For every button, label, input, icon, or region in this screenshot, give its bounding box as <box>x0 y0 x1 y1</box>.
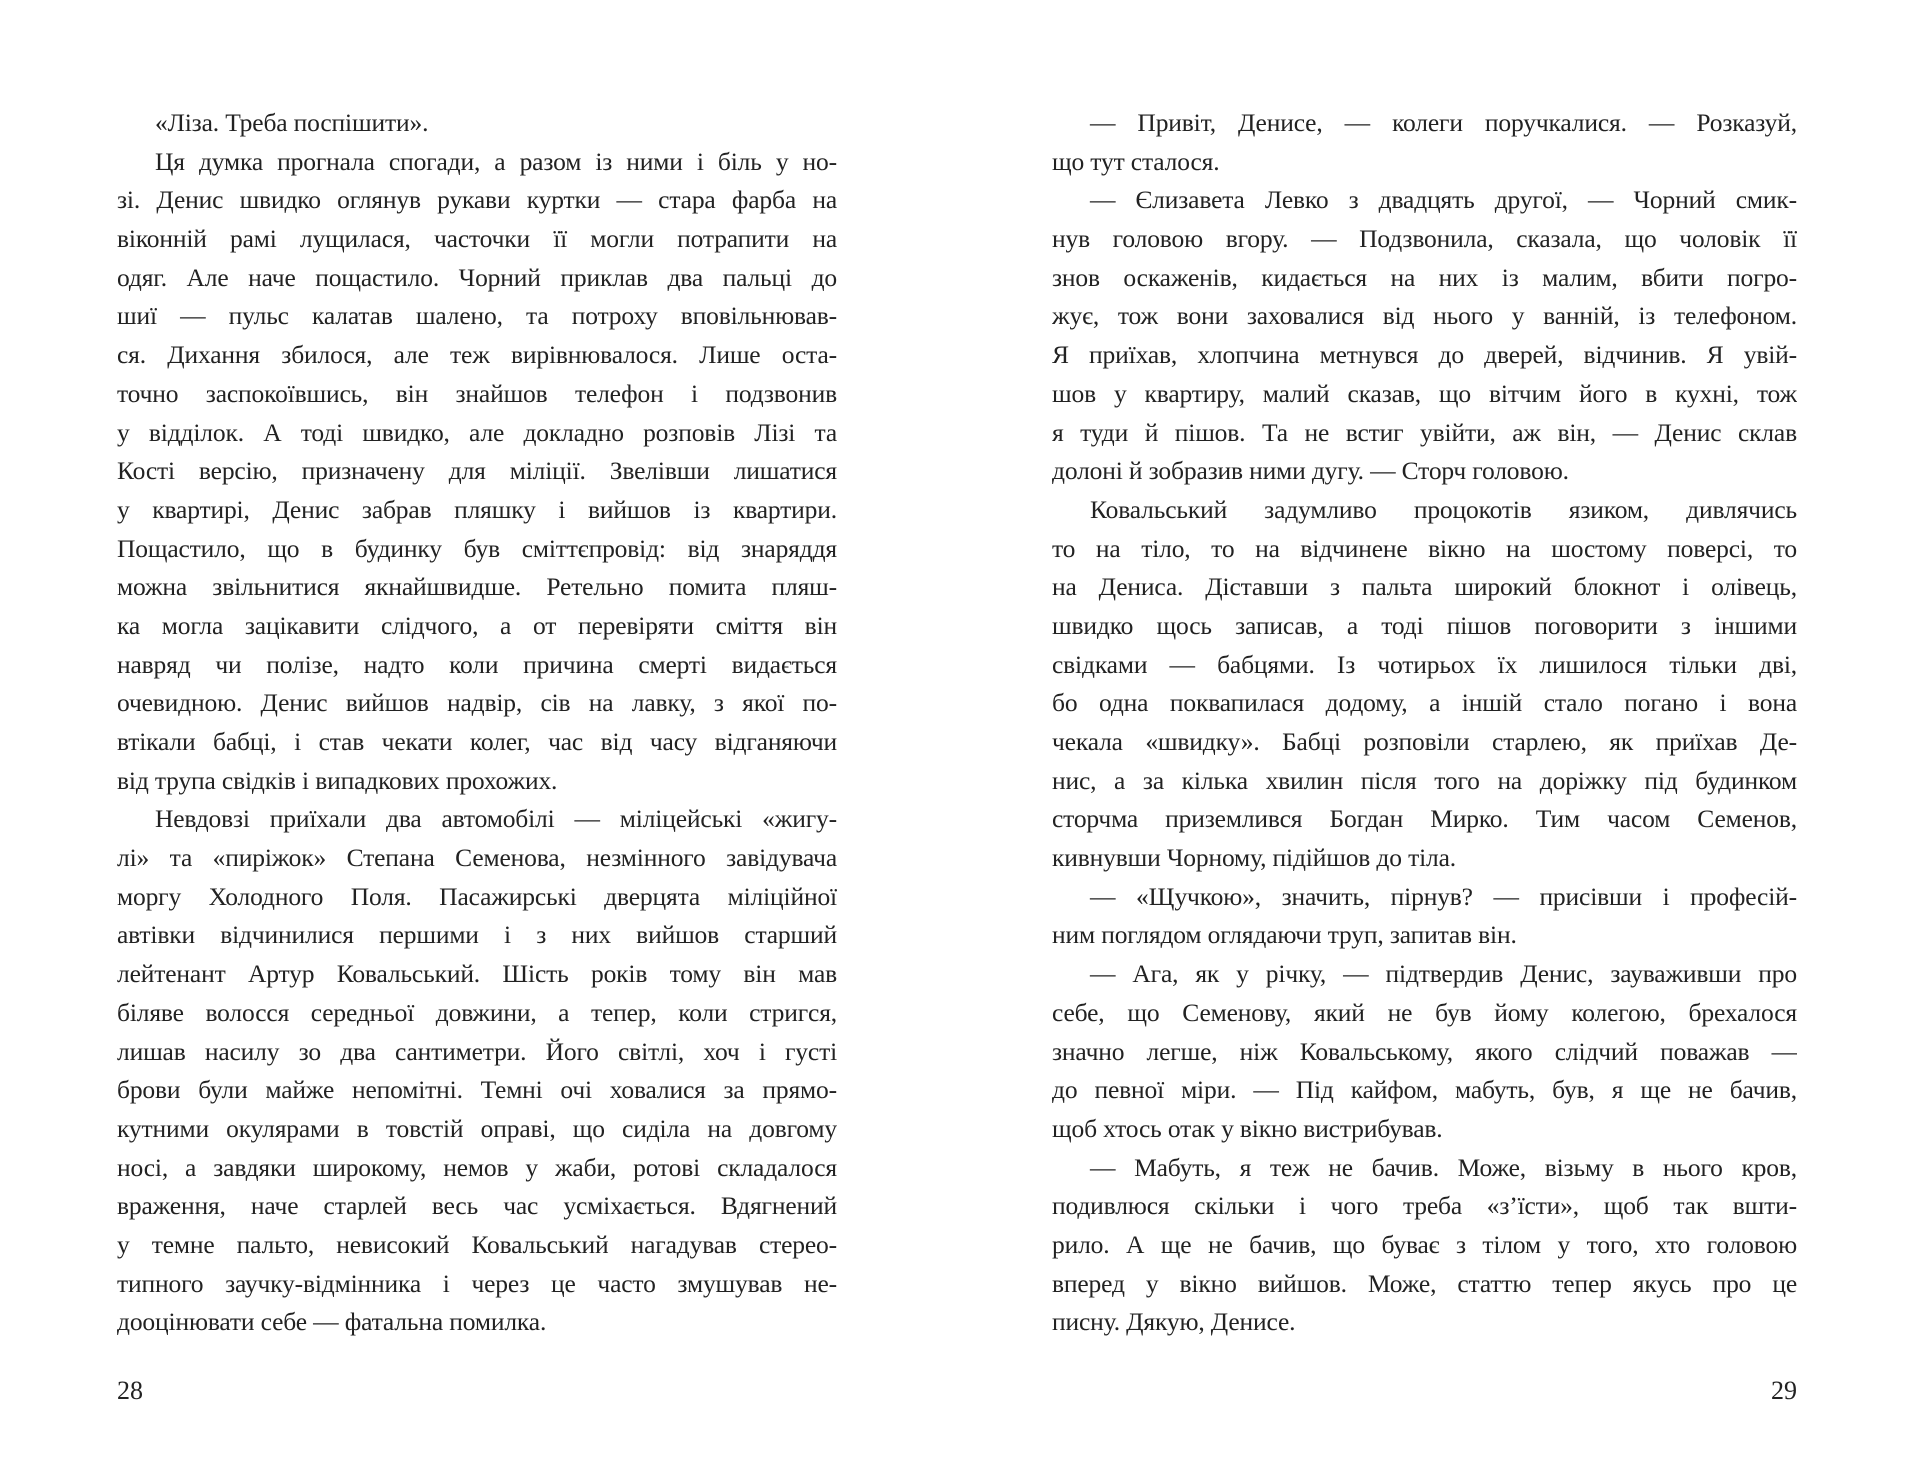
text-line: втікали бабці, і став чекати колег, час від часу відганяючи <box>117 727 837 756</box>
text-line: чекала «швидку». Бабці розповіли старлею, як приїхав Де- <box>1052 727 1797 756</box>
text-line: ся. Дихання збилося, але теж вирівнювалося. Лише оста- <box>117 340 837 370</box>
text-line: точно заспокоївшись, він знайшов телефон і подзвонив <box>117 378 837 408</box>
text-line: у темне пальто, невисокий Ковальський нагадував стерео- <box>117 1229 837 1259</box>
text-line: Пощастило, що в будинку був сміттєпровід: від знаряддя <box>117 533 837 563</box>
text-line: враження, наче старлей весь час усміхається. Вдягнений <box>117 1191 837 1221</box>
text-line: віконній рамі лущилася, часточки її могли потрапити на <box>117 224 837 254</box>
page-number-left: 28 <box>117 1376 143 1405</box>
text-line: «Ліза. Треба поспішити». <box>155 108 429 137</box>
text-line: біляве волосся середньої довжини, а тепер, коли стригся, <box>117 997 837 1027</box>
text-line: Ковальський задумливо процокотів язиком, дивлячись <box>1090 494 1797 524</box>
text-line: себе, що Семенову, який не був йому колегою, брехалося <box>1052 997 1797 1027</box>
text-line: у квартирі, Денис забрав пляшку і вийшов із квартири. <box>117 494 837 524</box>
text-line: знов оскаженів, кидається на них із малим, вбити погро- <box>1052 262 1797 292</box>
text-line: — Єлизавета Левко з двадцять другої, — Чорний смик- <box>1090 185 1797 215</box>
text-line: — Мабуть, я теж не бачив. Може, візьму в нього кров, <box>1090 1152 1797 1182</box>
text-line: щоб хтось отак у вікно вистрибував. <box>1052 1113 1443 1143</box>
text-line: кивнувши Чорному, підійшов до тіла. <box>1052 843 1456 873</box>
page-number-right: 29 <box>1771 1376 1797 1405</box>
text-line: зі. Денис швидко оглянув рукави куртки — стара фарба на <box>117 185 837 215</box>
text-line: у відділок. А тоді швидко, але докладно розповів Лізі та <box>117 417 837 447</box>
text-line: одяг. Але наче пощастило. Чорний приклав два пальці до <box>117 262 837 292</box>
text-line: вперед у вікно вийшов. Може, статтю тепер якусь про це <box>1052 1268 1797 1298</box>
text-line: нув головою вгору. — Подзвонила, сказала, що чоловік її <box>1052 224 1797 254</box>
text-line: навряд чи полізе, надто коли причина смерті видається <box>117 649 837 679</box>
text-line: брови були майже непомітні. Темні очі ховалися за прямо- <box>117 1075 837 1105</box>
text-line: значно легше, ніж Ковальському, якого слідчий поважав — <box>1052 1036 1797 1066</box>
text-line: сторчма приземлився Богдан Мирко. Тим часом Семенов, <box>1052 804 1797 834</box>
text-line: ним поглядом оглядаючи труп, запитав він. <box>1052 920 1517 950</box>
text-line: ка могла зацікавити слідчого, а от перевіряти сміття він <box>117 610 837 640</box>
text-line: шиї — пульс калатав шалено, та потроху вповільнював- <box>117 301 837 331</box>
text-line: я туди й пішов. Та не встиг увійти, аж він, — Денис склав <box>1052 417 1797 447</box>
text-line: можна звільнитися якнайшвидше. Ретельно помита пляш- <box>117 572 837 602</box>
text-line: носі, а завдяки широкому, немов у жаби, ротові складалося <box>117 1152 837 1182</box>
text-line: Невдовзі приїхали два автомобілі — міліцейські «жигу- <box>155 804 837 834</box>
text-line: від трупа свідків і випадкових прохожих. <box>117 765 558 795</box>
text-line: — Ага, як у річку, — підтвердив Денис, зауваживши про <box>1090 959 1797 989</box>
text-line: кутними окулярами в товстій оправі, що сиділа на довгому <box>117 1113 837 1143</box>
text-line: лишав насилу зо два сантиметри. Його світлі, хоч і густі <box>117 1036 837 1066</box>
text-line: до певної міри. — Під кайфом, мабуть, був, я ще не бачив, <box>1052 1075 1797 1105</box>
text-line: нис, а за кілька хвилин після того на доріжку під будинком <box>1052 765 1797 795</box>
text-line: писну. Дякую, Денисе. <box>1052 1307 1296 1337</box>
text-line: дооцінювати себе — фатальна помилка. <box>117 1307 547 1337</box>
text-line: рило. А ще не бачив, що буває з тілом у того, хто головою <box>1052 1229 1797 1259</box>
text-line: Кості версію, призначену для міліції. Звелівши лишатися <box>117 456 837 486</box>
text-line: свідками — бабцями. Із чотирьох їх лишилося тільки дві, <box>1052 649 1797 679</box>
page-left-text <box>117 104 837 1342</box>
text-line: швидко щось записав, а тоді пішов поговорити з іншими <box>1052 610 1797 640</box>
text-line: лі» та «пиріжок» Степана Семенова, незмінного завідувача <box>117 843 837 873</box>
text-line: — «Щучкою», значить, пірнув? — присівши і професій- <box>1090 881 1797 911</box>
text-line: бо одна поквапилася додому, а іншій стало погано і вона <box>1052 688 1797 718</box>
text-line: Я приїхав, хлопчина метнувся до дверей, відчинив. Я увій- <box>1052 340 1797 370</box>
text-line: очевидною. Денис вийшов надвір, сів на лавку, з якої по- <box>117 688 837 718</box>
text-line: на Дениса. Діставши з пальта широкий блокнот і олівець, <box>1052 572 1797 602</box>
page-right-text <box>1052 104 1797 1342</box>
text-line: що тут сталося. <box>1052 146 1220 176</box>
text-line: подивлюся скільки і чого треба «з’їсти», щоб так вшти- <box>1052 1191 1797 1221</box>
text-line: Ця думка прогнала спогади, а разом із ними і біль у но- <box>155 146 837 176</box>
text-line: долоні й зобразив ними дугу. — Сторч головою. <box>1052 456 1569 486</box>
text-line: автівки відчинилися першими і з них вийшов старший <box>117 920 837 950</box>
text-line: моргу Холодного Поля. Пасажирські дверцята міліційної <box>117 881 837 911</box>
text-line: лейтенант Артур Ковальський. Шість років тому він мав <box>117 959 837 989</box>
text-line: то на тіло, то на відчинене вікно на шостому поверсі, то <box>1052 533 1797 563</box>
text-line: — Привіт, Денисе, — колеги поручкалися. — Розказуй, <box>1090 108 1797 137</box>
text-line: шов у квартиру, малий сказав, що вітчим його в кухні, тож <box>1052 378 1797 408</box>
text-line: жує, тож вони заховалися від нього у ванній, із телефоном. <box>1052 301 1797 331</box>
text-line: типного заучку-відмінника і через це часто змушував не- <box>117 1268 837 1298</box>
